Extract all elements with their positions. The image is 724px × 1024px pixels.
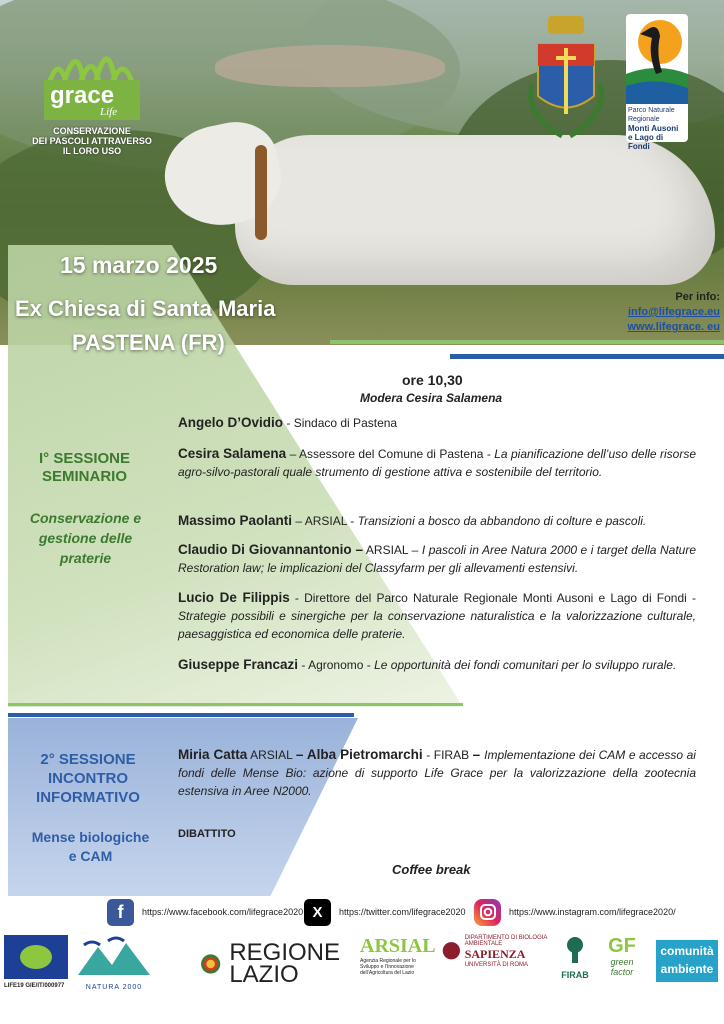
sapienza-sub: UNIVERSITÀ DI ROMA bbox=[464, 962, 529, 968]
talk-item bbox=[178, 414, 696, 432]
info-website-link[interactable]: www.lifegrace. eu bbox=[627, 321, 720, 333]
talk-topic: Strategie possibili e sinergiche per la conservazione naturalistica e la valorizzazione culturale, paesaggistica ed economica delle praterie. bbox=[178, 609, 696, 641]
talk-sep: - bbox=[298, 658, 309, 672]
instagram-icon[interactable] bbox=[474, 899, 501, 926]
talk-item bbox=[178, 445, 696, 481]
session1-title-line: SEMINARIO bbox=[41, 468, 127, 485]
grace-tagline bbox=[22, 126, 162, 156]
regione-emblem-icon bbox=[200, 944, 221, 984]
session1-title bbox=[22, 450, 147, 486]
talk-sep: - bbox=[283, 416, 294, 430]
park-logo-line: Parco Naturale Regionale bbox=[628, 107, 675, 123]
park-logo-line: Monti Ausoni bbox=[628, 124, 679, 133]
grace-tagline-line: CONSERVAZIONE bbox=[53, 126, 131, 136]
speaker-role: ARSIAL - bbox=[304, 514, 358, 528]
info-box bbox=[595, 290, 720, 335]
social-twitter[interactable] bbox=[304, 898, 466, 926]
facebook-url[interactable]: https://www.facebook.com/lifegrace2020 bbox=[142, 907, 304, 917]
green-factor-logo: GF green factor bbox=[600, 935, 644, 993]
event-date: 15 marzo 2025 bbox=[60, 252, 218, 278]
sapienza-dept: DIPARTIMENTO DI BIOLOGIA AMBIENTALE bbox=[464, 935, 548, 947]
comunita-line: comunità bbox=[660, 944, 714, 958]
arsial-word: ARSIAL bbox=[360, 935, 436, 957]
life-eu-logo bbox=[4, 935, 72, 993]
speaker-name: Angelo D’Ovidio bbox=[178, 415, 284, 430]
speaker-role: Direttore del Parco Naturale Regionale Monti Ausoni e Lago di Fondi - bbox=[304, 591, 696, 605]
talk-sep: – bbox=[286, 447, 299, 461]
sapienza-logo bbox=[442, 935, 552, 993]
session1-subtitle-line: Conservazione e bbox=[29, 510, 142, 526]
regione-line: REGIONE bbox=[229, 939, 340, 966]
speaker-org: ARSIAL bbox=[247, 748, 296, 762]
speaker-role: Assessore del Comune di Pastena - bbox=[299, 447, 495, 461]
instagram-url[interactable]: https://www.instagram.com/lifegrace2020/ bbox=[509, 907, 676, 917]
divider-bar bbox=[8, 713, 354, 717]
talk-sep: – bbox=[292, 514, 305, 528]
session1-title-line: I° SESSIONE bbox=[38, 450, 131, 467]
park-logo bbox=[626, 14, 688, 151]
talk-topic: Transizioni a bosco da abbandono di colture e pascoli. bbox=[357, 514, 647, 528]
regione-line: LAZIO bbox=[229, 961, 299, 988]
event-town: PASTENA (FR) bbox=[72, 330, 225, 355]
talk-item bbox=[178, 512, 696, 530]
comunita-line: ambiente bbox=[660, 962, 714, 976]
speaker-name: Claudio Di Giovannantonio – bbox=[178, 542, 364, 557]
talk-topic: Implementazione dei CAM e accesso ai fondi delle Mense Bio: azione di supporto Life Grace per la valorizzazione della zootecnia estensiva in Aree N2000. bbox=[178, 748, 696, 798]
talk-item bbox=[178, 589, 696, 643]
talk-item bbox=[178, 541, 696, 577]
talk-item bbox=[178, 656, 696, 674]
arsial-sub: Agenzia Regionale per lo Sviluppo e l’Innovazione dell’Agricoltura del Lazio bbox=[360, 958, 416, 976]
talk-topic: I pascoli in Aree Natura 2000 e i target della Nature Restoration law; le implicazioni del Classyfarm per gli allevamenti estensivi. bbox=[178, 543, 696, 575]
cow-image bbox=[235, 135, 715, 285]
speaker-name: Lucio De Filippis bbox=[178, 590, 290, 605]
talk-sep: - bbox=[289, 591, 305, 605]
firab-leaf-icon bbox=[562, 935, 588, 965]
event-venue: Ex Chiesa di Santa Maria bbox=[15, 296, 276, 321]
natura2000-logo bbox=[78, 935, 150, 993]
talk-dash: – bbox=[472, 747, 485, 762]
speaker-name: Miria Catta bbox=[178, 747, 248, 762]
facebook-icon[interactable]: f bbox=[107, 899, 134, 926]
session2-panel bbox=[8, 718, 358, 896]
info-email-link[interactable]: info@lifegrace.eu bbox=[627, 306, 720, 318]
twitter-url[interactable]: https://twitter.com/lifegrace2020 bbox=[339, 907, 466, 917]
town-view bbox=[215, 45, 445, 87]
speaker-role: Sindaco di Pastena bbox=[293, 416, 398, 430]
session2-title-line: INCONTRO bbox=[48, 770, 128, 787]
divider-bar bbox=[330, 340, 724, 344]
session2-subtitle-line: e CAM bbox=[68, 848, 113, 864]
comunita-ambiente-logo bbox=[656, 940, 718, 982]
sapienza-word: SAPIENZA bbox=[464, 947, 526, 961]
session1-subtitle-line: gestione delle bbox=[38, 530, 133, 546]
session1-subtitle-line: praterie bbox=[59, 550, 112, 566]
speaker-role: Agronomo - bbox=[308, 658, 375, 672]
speaker-name: Alba Pietromarchi bbox=[306, 747, 423, 762]
grace-logo-word: grace bbox=[50, 82, 115, 109]
life-code: LIFE19 GIE/IT/000977 bbox=[4, 983, 65, 989]
social-instagram[interactable] bbox=[474, 898, 676, 926]
session1-subtitle bbox=[18, 508, 153, 568]
natura-label: NATURA 2000 bbox=[85, 984, 143, 991]
grace-tagline-line: IL LORO USO bbox=[62, 146, 122, 156]
talk-topic: La pianificazione dell’uso delle risorse agro-silvo-pastorali quale strumento di gestione attiva e sostenibile del territorio. bbox=[178, 447, 696, 479]
x-icon[interactable]: X bbox=[304, 899, 331, 926]
heron-icon bbox=[626, 14, 688, 104]
cow-collar bbox=[255, 145, 267, 240]
session2-subtitle-line: Mense biologiche bbox=[31, 829, 150, 845]
debate-label: DIBATTITO bbox=[178, 828, 236, 840]
grace-tagline-line: DEI PASCOLI ATTRAVERSO bbox=[32, 136, 152, 146]
moderator: Modera Cesira Salamena bbox=[360, 391, 503, 405]
coffee-break: Coffee break bbox=[392, 862, 471, 877]
regione-lazio-logo bbox=[200, 935, 340, 993]
green-factor-line: green bbox=[610, 957, 634, 967]
pastena-crest-logo bbox=[522, 14, 610, 144]
sapienza-seal-icon bbox=[442, 935, 461, 965]
info-label: Per info: bbox=[675, 291, 720, 303]
grace-logo-life: Life bbox=[100, 106, 118, 118]
speaker-name: Cesira Salamena bbox=[178, 446, 287, 461]
session2-subtitle bbox=[18, 828, 163, 866]
event-time: ore 10,30 bbox=[402, 372, 463, 388]
green-factor-line: factor bbox=[610, 967, 634, 977]
session2-title-line: 2° SESSIONE bbox=[40, 751, 136, 768]
session2-title-line: INFORMATIVO bbox=[36, 789, 140, 806]
speaker-org: - FIRAB bbox=[422, 748, 473, 762]
firab-logo bbox=[557, 935, 593, 993]
park-logo-line: e Lago di Fondi bbox=[628, 133, 664, 151]
firab-word: FIRAB bbox=[561, 970, 589, 980]
social-facebook[interactable] bbox=[107, 898, 303, 926]
session2-talk bbox=[178, 746, 696, 800]
speaker-role: ARSIAL – bbox=[365, 543, 422, 557]
speaker-name: Giuseppe Francazi bbox=[178, 657, 299, 672]
grace-life-logo bbox=[38, 30, 146, 122]
talk-topic: Le opportunità dei fondi comunitari per lo sviluppo rurale. bbox=[374, 658, 677, 672]
session2-title bbox=[18, 750, 158, 807]
speaker-name: Massimo Paolanti bbox=[178, 513, 293, 528]
divider-bar bbox=[8, 703, 463, 706]
talk-dash: – bbox=[295, 747, 307, 762]
divider-bar bbox=[450, 354, 724, 359]
arsial-logo bbox=[360, 935, 436, 993]
